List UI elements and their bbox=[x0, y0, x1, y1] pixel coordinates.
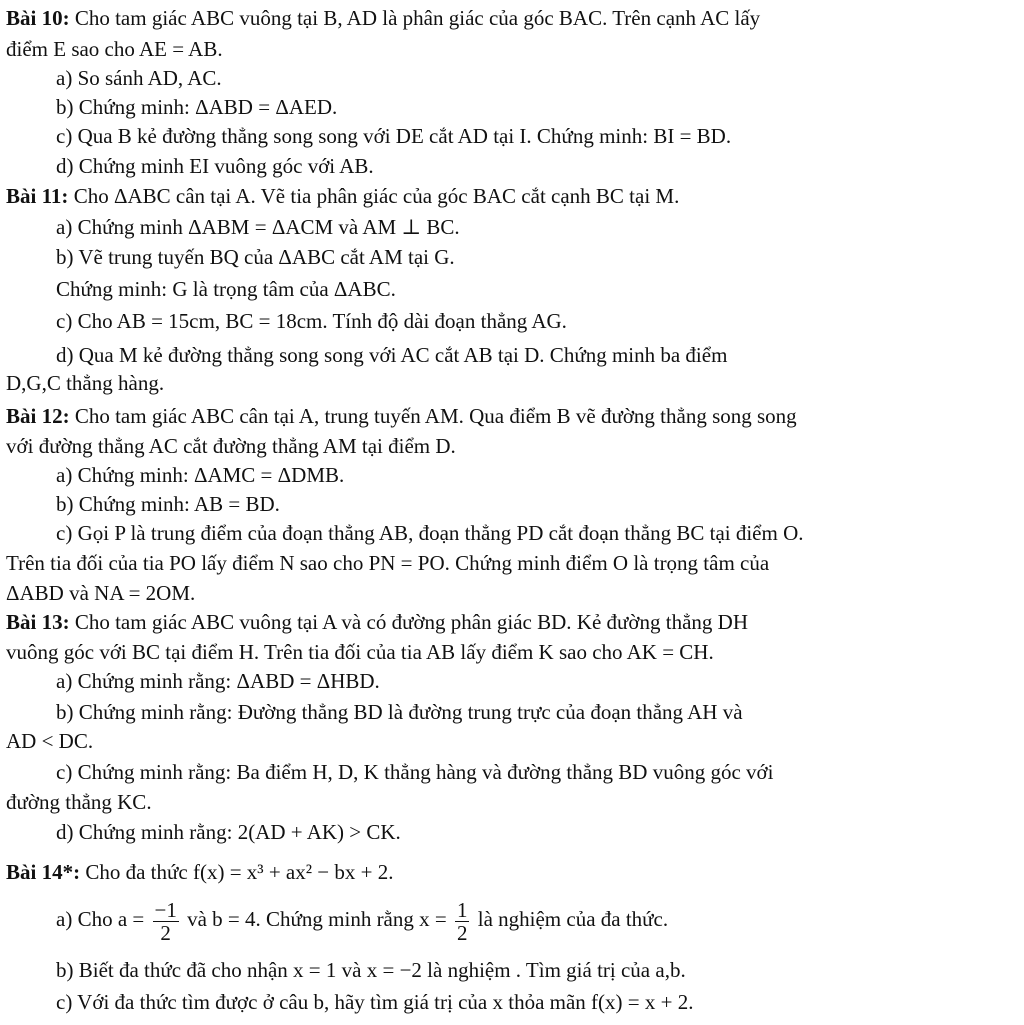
b10-line2: điểm E sao cho AE = AB. bbox=[6, 37, 223, 61]
b10-part-d: d) Chứng minh EI vuông góc với AB. bbox=[56, 154, 374, 178]
b11-part-c: c) Cho AB = 15cm, BC = 18cm. Tính độ dài đoạn thẳng AG. bbox=[56, 309, 567, 333]
fraction-x bbox=[455, 899, 470, 944]
b13-line1 bbox=[6, 608, 1016, 636]
b10-part-b: b) Chứng minh: ΔABD = ΔAED. bbox=[56, 95, 338, 119]
fraction-a-denominator: 2 bbox=[160, 920, 171, 945]
b12-line2: với đường thẳng AC cắt đường thẳng AM tại điểm D. bbox=[6, 434, 456, 458]
b11-part-d1: d) Qua M kẻ đường thẳng song song với AC cắt AB tại D. Chứng minh ba điểm bbox=[56, 343, 728, 367]
b14-a-pre: a) Cho a = bbox=[56, 907, 150, 931]
b11-part-d2: D,G,C thẳng hàng. bbox=[6, 371, 165, 395]
b14-part-c: c) Với đa thức tìm được ở câu b, hãy tìm giá trị của x thỏa mãn f(x) = x + 2. bbox=[56, 990, 694, 1014]
b11-text1: Cho ΔABC cân tại A. Vẽ tia phân giác của góc BAC cắt cạnh BC tại M. bbox=[68, 184, 680, 208]
b10-line1 bbox=[6, 4, 1016, 32]
b14-title: Bài 14*: bbox=[6, 860, 81, 884]
b14-line1 bbox=[6, 858, 1016, 886]
b10-text1: Cho tam giác ABC vuông tại B, AD là phân giác của góc BAC. Trên cạnh AC lấy bbox=[69, 6, 761, 30]
b13-part-c1: c) Chứng minh rằng: Ba điểm H, D, K thẳng hàng và đường thẳng BD vuông góc với bbox=[56, 760, 774, 784]
b12-part-c1: c) Gọi P là trung điểm của đoạn thẳng AB, đoạn thẳng PD cắt đoạn thẳng BC tại điểm O. bbox=[56, 521, 804, 545]
b13-part-c2: đường thẳng KC. bbox=[6, 790, 152, 814]
b11-line1 bbox=[6, 182, 1016, 210]
b11-title: Bài 11: bbox=[6, 184, 69, 208]
b13-line2: vuông góc với BC tại điểm H. Trên tia đối của tia AB lấy điểm K sao cho AK = CH. bbox=[6, 640, 714, 664]
b12-part-a: a) Chứng minh: ΔAMC = ΔDMB. bbox=[56, 463, 345, 487]
b11-part-a: a) Chứng minh ΔABM = ΔACM và AM ⊥ BC. bbox=[56, 215, 460, 239]
b13-part-b1: b) Chứng minh rằng: Đường thẳng BD là đường trung trực của đoạn thẳng AH và bbox=[56, 700, 743, 724]
b12-part-b: b) Chứng minh: AB = BD. bbox=[56, 492, 280, 516]
b14-part-a bbox=[56, 896, 1016, 944]
b10-part-a: a) So sánh AD, AC. bbox=[56, 66, 222, 90]
b12-part-c2: Trên tia đối của tia PO lấy điểm N sao cho PN = PO. Chứng minh điểm O là trọng tâm của bbox=[6, 551, 770, 575]
b12-part-c3: ΔABD và NA = 2OM. bbox=[6, 581, 196, 605]
b11-part-b2: Chứng minh: G là trọng tâm của ΔABC. bbox=[56, 277, 396, 301]
b13-part-d: d) Chứng minh rằng: 2(AD + AK) > CK. bbox=[56, 820, 401, 844]
b12-text1: Cho tam giác ABC cân tại A, trung tuyến AM. Qua điểm B vẽ đường thẳng song song bbox=[69, 404, 797, 428]
b14-part-b: b) Biết đa thức đã cho nhận x = 1 và x = −2 là nghiệm . Tìm giá trị của a,b. bbox=[56, 958, 686, 982]
b13-text1: Cho tam giác ABC vuông tại A và có đường phân giác BD. Kẻ đường thẳng DH bbox=[69, 610, 748, 634]
b10-title: Bài 10: bbox=[6, 6, 70, 30]
fraction-a bbox=[153, 899, 179, 944]
b14-text1: Cho đa thức f(x) = x³ + ax² − bx + 2. bbox=[80, 860, 394, 884]
b10-part-c: c) Qua B kẻ đường thẳng song song với DE cắt AD tại I. Chứng minh: BI = BD. bbox=[56, 124, 732, 148]
b12-line1 bbox=[6, 402, 1016, 430]
b14-a-mid: và b = 4. Chứng minh rằng x = bbox=[181, 907, 452, 931]
fraction-x-denominator: 2 bbox=[456, 920, 468, 945]
b11-part-b: b) Vẽ trung tuyến BQ của ΔABC cắt AM tại G. bbox=[56, 245, 455, 269]
b12-title: Bài 12: bbox=[6, 404, 70, 428]
fraction-x-numerator: 1 bbox=[456, 897, 468, 922]
b13-part-b2: AD < DC. bbox=[6, 729, 94, 753]
b14-a-post: là nghiệm của đa thức. bbox=[472, 907, 669, 931]
b13-part-a: a) Chứng minh rằng: ΔABD = ΔHBD. bbox=[56, 669, 380, 693]
fraction-a-numerator: −1 bbox=[154, 897, 177, 922]
b13-title: Bài 13: bbox=[6, 610, 70, 634]
